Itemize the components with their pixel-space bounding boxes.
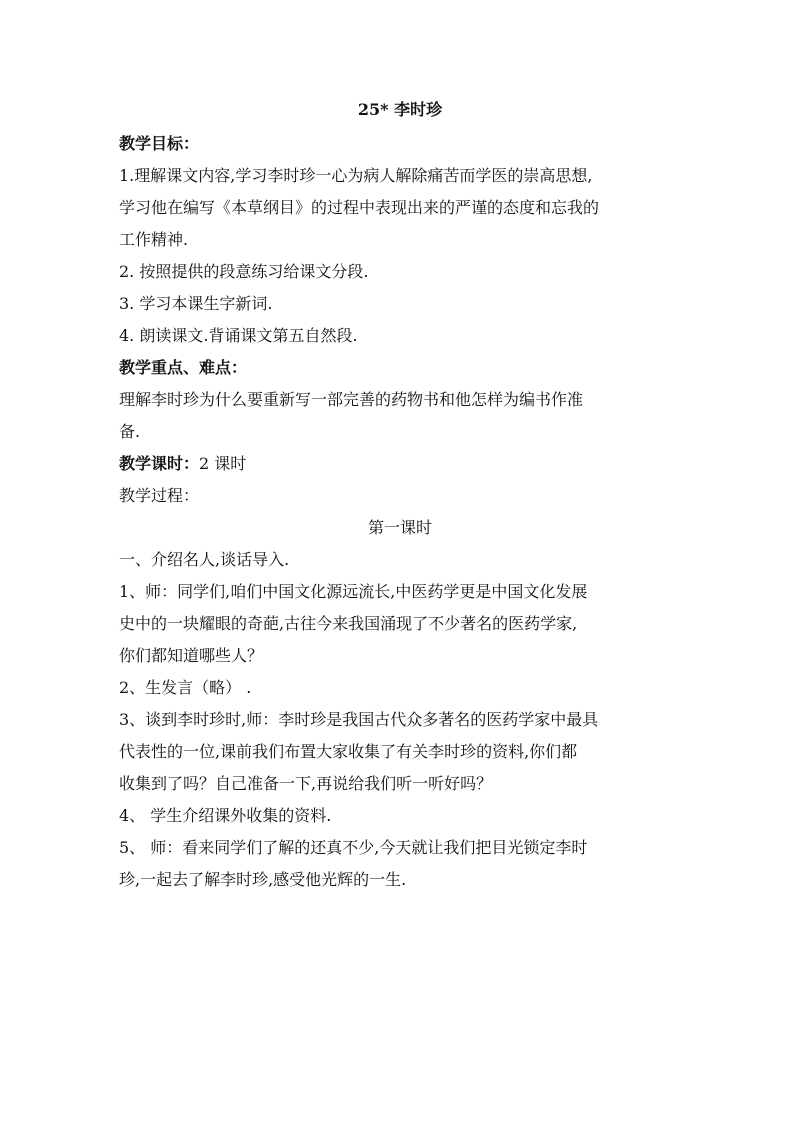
goal-1-line-3: 工作精神.	[119, 230, 189, 249]
item-4: 4、 学生介绍课外收集的资料.	[119, 806, 332, 825]
item-3-line-3: 收集到了吗？自己准备一下,再说给我们听一听好吗？	[119, 774, 493, 793]
item-3-line-2: 代表性的一位,课前我们布置大家收集了有关李时珍的资料,你们都	[119, 742, 578, 761]
goal-1	[119, 160, 681, 256]
key-points-heading: 教学重点、难点：	[119, 358, 248, 377]
step-intro: 一、介绍名人,谈话导入.	[119, 550, 290, 569]
item-3-line-1: 3、谈到李时珍时,师：李时珍是我国古代众多著名的医药学家中最具	[119, 710, 599, 729]
item-5-line-2: 珍,一起去了解李时珍,感受他光辉的一生.	[119, 870, 407, 889]
goal-3: 3. 学习本课生字新词.	[119, 294, 273, 313]
item-3	[119, 704, 681, 800]
class-hours-value: 2 课时	[199, 454, 247, 473]
document-body	[119, 96, 681, 896]
key-points-line-2: 备.	[119, 422, 141, 441]
goal-4: 4. 朗读课文.背诵课文第五自然段.	[119, 326, 358, 345]
goals-heading: 教学目标：	[119, 134, 200, 153]
item-5	[119, 832, 681, 896]
lesson-title: 第一课时	[367, 518, 432, 537]
item-1-line-1: 1、师：同学们,咱们中国文化源远流长,中医药学更是中国文化发展	[119, 582, 588, 601]
goal-1-line-1: 1.理解课文内容,学习李时珍一心为病人解除痛苦而学医的崇高思想,	[119, 166, 593, 185]
key-points-line-1: 理解李时珍为什么要重新写一部完善的药物书和他怎样为编书作准	[119, 390, 584, 409]
key-points-text	[119, 384, 681, 448]
item-1-line-2: 史中的一块耀眼的奇葩,古往今来我国涌现了不少著名的医药学家,	[119, 614, 578, 633]
goal-2: 2. 按照提供的段意练习给课文分段.	[119, 262, 369, 281]
item-5-line-1: 5、 师：看来同学们了解的还真不少,今天就让我们把目光锁定李时	[119, 838, 588, 857]
item-2: 2、生发言（略） .	[119, 678, 252, 697]
item-1-line-3: 你们都知道哪些人？	[119, 646, 264, 665]
class-hours	[119, 448, 681, 480]
page-title: 25* 李时珍	[357, 100, 443, 119]
goal-1-line-2: 学习他在编写《本草纲目》的过程中表现出来的严谨的态度和忘我的	[119, 198, 600, 217]
process-heading: 教学过程：	[119, 486, 200, 505]
class-hours-label: 教学课时：	[119, 454, 200, 473]
item-1	[119, 576, 681, 672]
